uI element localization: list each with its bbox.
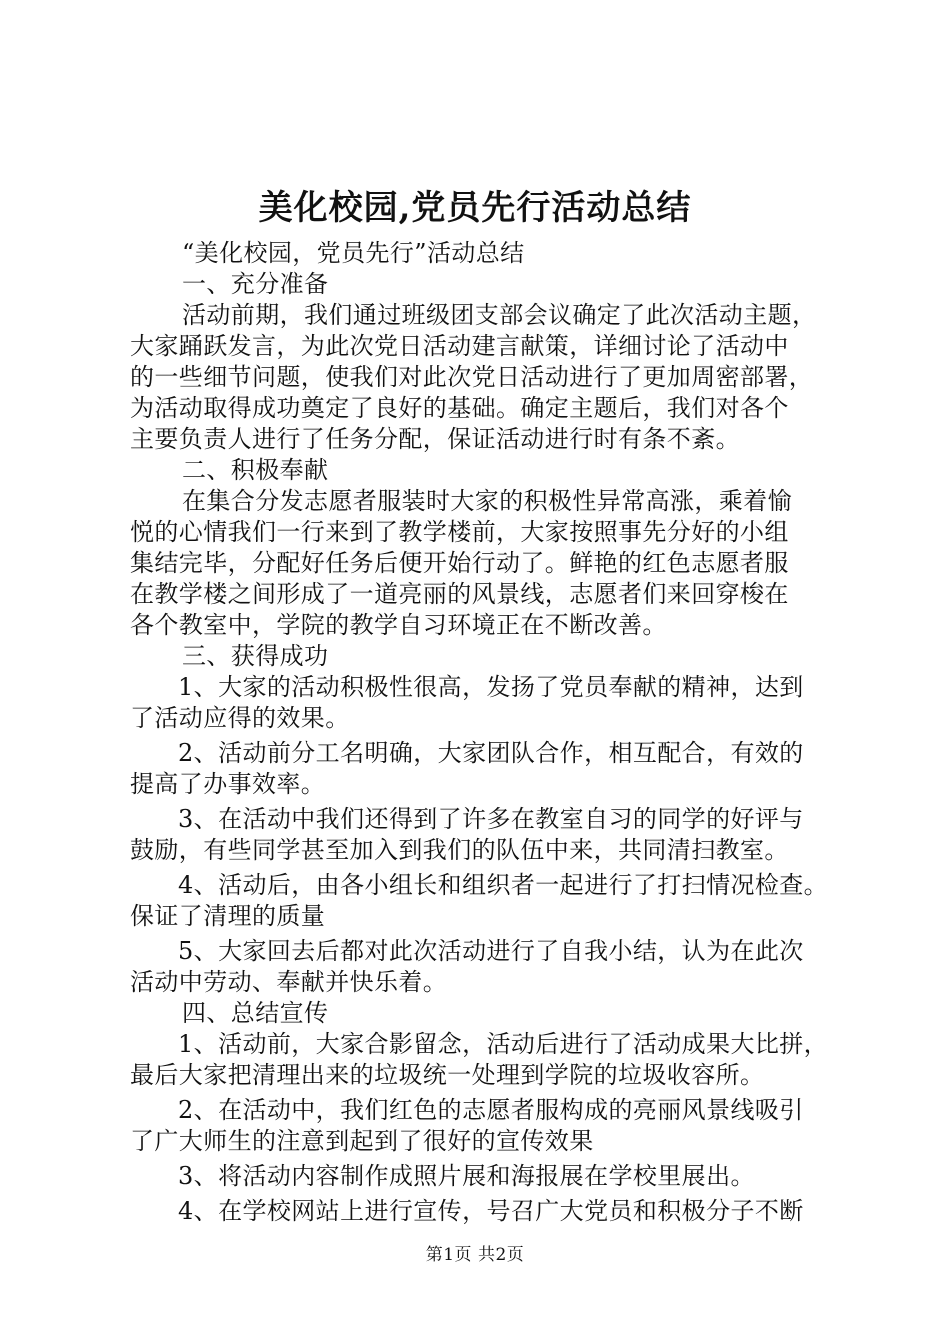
section-heading: 一、充分准备 xyxy=(182,270,329,298)
paragraph-line: 各个教室中，学院的教学自习环境正在不断改善。 xyxy=(130,611,667,639)
section-heading: 四、总结宣传 xyxy=(182,999,329,1027)
paragraph-line: 活动前期，我们通过班级团支部会议确定了此次活动主题， xyxy=(182,301,817,329)
list-item-line: 了活动应得的效果。 xyxy=(130,704,350,732)
list-item-line: 3、将活动内容制作成照片展和海报展在学校里展出。 xyxy=(178,1162,755,1190)
list-item-line: 保证了清理的质量 xyxy=(130,902,326,930)
paragraph-line: 在教学楼之间形成了一道亮丽的风景线，志愿者们来回穿梭在 xyxy=(130,580,789,608)
paragraph-line: 的一些细节问题，使我们对此次党日活动进行了更加周密部署， xyxy=(130,363,814,391)
list-item-line: 1、大家的活动积极性很高，发扬了党员奉献的精神，达到 xyxy=(178,673,804,701)
paragraph-line: 在集合分发志愿者服装时大家的积极性异常高涨，乘着愉 xyxy=(182,487,792,515)
list-item-line: 提高了办事效率。 xyxy=(130,770,326,798)
list-item-line: 2、活动前分工名明确，大家团队合作，相互配合，有效的 xyxy=(178,739,804,767)
list-item-line: 4、活动后，由各小组长和组织者一起进行了打扫情况检查。 xyxy=(178,871,829,899)
list-item-line: 5、大家回去后都对此次活动进行了自我小结，认为在此次 xyxy=(178,937,804,965)
section-heading: 二、积极奉献 xyxy=(182,456,329,484)
list-item-line: 了广大师生的注意到起到了很好的宣传效果 xyxy=(130,1127,594,1155)
paragraph-line: 主要负责人进行了任务分配，保证活动进行时有条不紊。 xyxy=(130,425,740,453)
list-item-line: 3、在活动中我们还得到了许多在教室自习的同学的好评与 xyxy=(178,805,804,833)
list-item-line: 鼓励，有些同学甚至加入到我们的队伍中来，共同清扫教室。 xyxy=(130,836,789,864)
section-heading: 三、获得成功 xyxy=(182,642,329,670)
paragraph-line: 为活动取得成功奠定了良好的基础。确定主题后，我们对各个 xyxy=(130,394,789,422)
document-title: 美化校园,党员先行活动总结 xyxy=(258,188,692,228)
paragraph-line: 大家踊跃发言，为此次党日活动建言献策，详细讨论了活动中 xyxy=(130,332,789,360)
list-item-line: 活动中劳动、奉献并快乐着。 xyxy=(130,968,448,996)
list-item-line: 1、活动前，大家合影留念，活动后进行了活动成果大比拼， xyxy=(178,1030,829,1058)
list-item-line: 4、在学校网站上进行宣传，号召广大党员和积极分子不断 xyxy=(178,1197,804,1225)
document-body xyxy=(130,238,835,1227)
subtitle-line: “美化校园，党员先行”活动总结 xyxy=(182,239,525,267)
page-number-footer: 第1页 共2页 xyxy=(425,1245,525,1265)
paragraph-line: 集结完毕，分配好任务后便开始行动了。鲜艳的红色志愿者服 xyxy=(130,549,789,577)
list-item-line: 2、在活动中，我们红色的志愿者服构成的亮丽风景线吸引 xyxy=(178,1096,804,1124)
list-item-line: 最后大家把清理出来的垃圾统一处理到学院的垃圾收容所。 xyxy=(130,1061,765,1089)
paragraph-line: 悦的心情我们一行来到了教学楼前，大家按照事先分好的小组 xyxy=(130,518,789,546)
